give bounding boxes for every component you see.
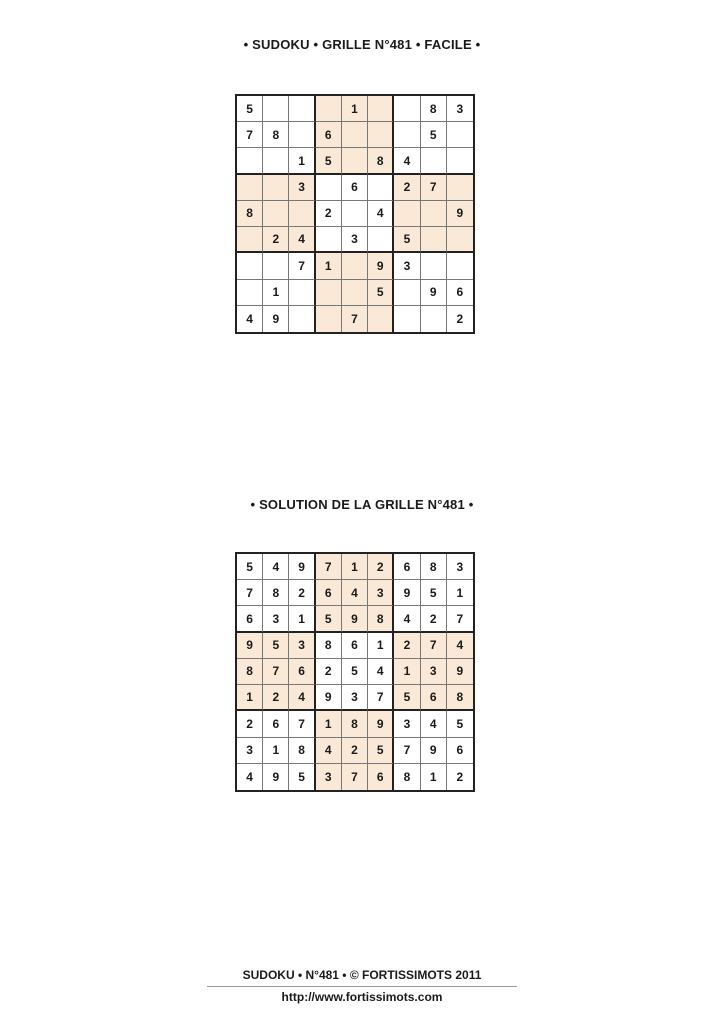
sudoku-cell[interactable]: 3 xyxy=(289,175,315,201)
sudoku-cell: 2 xyxy=(237,711,263,737)
sudoku-cell[interactable]: 4 xyxy=(289,227,315,253)
sudoku-cell[interactable] xyxy=(421,227,447,253)
sudoku-cell[interactable] xyxy=(368,227,394,253)
sudoku-cell: 1 xyxy=(289,606,315,632)
sudoku-cell[interactable]: 2 xyxy=(394,175,420,201)
sudoku-cell: 6 xyxy=(447,738,473,764)
sudoku-cell: 3 xyxy=(263,606,289,632)
sudoku-cell[interactable]: 9 xyxy=(368,253,394,279)
sudoku-cell[interactable] xyxy=(237,227,263,253)
sudoku-cell[interactable] xyxy=(263,148,289,174)
sudoku-cell[interactable] xyxy=(289,306,315,332)
puzzle-grid xyxy=(235,94,475,334)
sudoku-cell: 5 xyxy=(289,764,315,790)
sudoku-cell[interactable] xyxy=(316,96,342,122)
sudoku-cell[interactable]: 9 xyxy=(263,306,289,332)
sudoku-cell[interactable]: 7 xyxy=(421,175,447,201)
footer-copyright: SUDOKU • N°481 • © FORTISSIMOTS 2011 xyxy=(242,968,482,982)
sudoku-cell: 6 xyxy=(289,659,315,685)
sudoku-cell: 4 xyxy=(368,659,394,685)
solution-grid xyxy=(235,552,475,792)
sudoku-cell: 9 xyxy=(263,764,289,790)
sudoku-cell[interactable] xyxy=(237,253,263,279)
sudoku-cell: 2 xyxy=(289,580,315,606)
sudoku-cell[interactable] xyxy=(342,253,368,279)
sudoku-cell[interactable]: 6 xyxy=(447,280,473,306)
sudoku-cell: 8 xyxy=(447,685,473,711)
sudoku-cell: 5 xyxy=(342,659,368,685)
sudoku-cell[interactable] xyxy=(447,227,473,253)
sudoku-cell: 4 xyxy=(316,738,342,764)
sudoku-cell[interactable] xyxy=(237,175,263,201)
sudoku-cell[interactable]: 3 xyxy=(447,96,473,122)
sudoku-cell[interactable] xyxy=(447,175,473,201)
sudoku-cell: 9 xyxy=(421,738,447,764)
sudoku-cell[interactable]: 8 xyxy=(237,201,263,227)
sudoku-cell: 5 xyxy=(368,738,394,764)
sudoku-cell: 4 xyxy=(394,606,420,632)
sudoku-cell[interactable] xyxy=(237,280,263,306)
sudoku-cell: 3 xyxy=(289,633,315,659)
sudoku-cell: 3 xyxy=(394,711,420,737)
sudoku-cell: 5 xyxy=(394,685,420,711)
sudoku-cell: 9 xyxy=(237,633,263,659)
sudoku-cell: 7 xyxy=(289,711,315,737)
sudoku-cell[interactable]: 3 xyxy=(394,253,420,279)
sudoku-cell[interactable]: 1 xyxy=(289,148,315,174)
sudoku-cell: 3 xyxy=(342,685,368,711)
sudoku-cell: 7 xyxy=(394,738,420,764)
sudoku-cell[interactable] xyxy=(316,227,342,253)
sudoku-cell[interactable]: 3 xyxy=(342,227,368,253)
sudoku-cell: 5 xyxy=(421,580,447,606)
sudoku-cell[interactable] xyxy=(421,201,447,227)
sudoku-cell: 3 xyxy=(237,738,263,764)
sudoku-cell: 5 xyxy=(237,554,263,580)
sudoku-cell: 3 xyxy=(316,764,342,790)
sudoku-cell[interactable] xyxy=(394,96,420,122)
sudoku-cell[interactable] xyxy=(316,280,342,306)
sudoku-cell[interactable]: 1 xyxy=(342,96,368,122)
sudoku-cell: 2 xyxy=(447,764,473,790)
sudoku-cell[interactable]: 5 xyxy=(237,96,263,122)
solution-title: • SOLUTION DE LA GRILLE N°481 • xyxy=(250,497,474,512)
sudoku-cell[interactable]: 9 xyxy=(447,201,473,227)
sudoku-cell: 1 xyxy=(394,659,420,685)
sudoku-cell[interactable]: 6 xyxy=(342,175,368,201)
sudoku-cell[interactable]: 4 xyxy=(237,306,263,332)
sudoku-cell: 6 xyxy=(263,711,289,737)
sudoku-cell[interactable] xyxy=(263,96,289,122)
sudoku-cell[interactable] xyxy=(289,96,315,122)
sudoku-cell: 1 xyxy=(263,738,289,764)
sudoku-cell: 3 xyxy=(447,554,473,580)
sudoku-cell[interactable]: 8 xyxy=(368,148,394,174)
sudoku-cell: 5 xyxy=(447,711,473,737)
sudoku-cell: 6 xyxy=(316,580,342,606)
sudoku-cell: 6 xyxy=(237,606,263,632)
sudoku-cell[interactable] xyxy=(316,306,342,332)
footer-url-link[interactable]: http://www.fortissimots.com xyxy=(281,990,443,1004)
sudoku-cell: 2 xyxy=(342,738,368,764)
sudoku-cell: 4 xyxy=(421,711,447,737)
sudoku-cell[interactable]: 5 xyxy=(316,148,342,174)
sudoku-cell: 4 xyxy=(342,580,368,606)
sudoku-cell: 8 xyxy=(421,554,447,580)
sudoku-cell: 4 xyxy=(289,685,315,711)
sudoku-cell: 9 xyxy=(316,685,342,711)
sudoku-cell: 7 xyxy=(421,633,447,659)
sudoku-cell[interactable] xyxy=(316,175,342,201)
sudoku-cell: 3 xyxy=(421,659,447,685)
sudoku-cell: 6 xyxy=(368,764,394,790)
sudoku-cell[interactable]: 4 xyxy=(368,201,394,227)
sudoku-cell[interactable]: 1 xyxy=(263,280,289,306)
sudoku-cell[interactable] xyxy=(421,148,447,174)
sudoku-cell[interactable] xyxy=(447,148,473,174)
sudoku-cell[interactable] xyxy=(368,122,394,148)
footer-divider xyxy=(207,986,517,987)
sudoku-cell[interactable]: 7 xyxy=(342,306,368,332)
sudoku-cell[interactable]: 4 xyxy=(394,148,420,174)
sudoku-cell: 7 xyxy=(263,659,289,685)
sudoku-cell[interactable]: 7 xyxy=(237,122,263,148)
sudoku-cell[interactable] xyxy=(263,175,289,201)
sudoku-cell[interactable]: 5 xyxy=(394,227,420,253)
sudoku-cell[interactable] xyxy=(342,122,368,148)
sudoku-cell[interactable] xyxy=(394,280,420,306)
sudoku-cell: 1 xyxy=(237,685,263,711)
sudoku-cell: 8 xyxy=(263,580,289,606)
sudoku-cell: 7 xyxy=(316,554,342,580)
sudoku-cell: 9 xyxy=(342,606,368,632)
sudoku-cell[interactable]: 8 xyxy=(421,96,447,122)
sudoku-cell[interactable] xyxy=(342,280,368,306)
sudoku-cell: 8 xyxy=(289,738,315,764)
sudoku-cell[interactable] xyxy=(394,122,420,148)
sudoku-cell: 5 xyxy=(316,606,342,632)
sudoku-cell[interactable]: 7 xyxy=(289,253,315,279)
sudoku-cell: 3 xyxy=(368,580,394,606)
sudoku-cell[interactable] xyxy=(263,201,289,227)
sudoku-cell: 4 xyxy=(447,633,473,659)
sudoku-cell[interactable]: 2 xyxy=(316,201,342,227)
sudoku-cell: 9 xyxy=(394,580,420,606)
sudoku-cell: 6 xyxy=(394,554,420,580)
sudoku-cell[interactable] xyxy=(368,175,394,201)
sudoku-cell[interactable] xyxy=(421,306,447,332)
sudoku-cell: 2 xyxy=(368,554,394,580)
sudoku-cell: 4 xyxy=(263,554,289,580)
sudoku-cell[interactable] xyxy=(394,201,420,227)
sudoku-cell: 2 xyxy=(421,606,447,632)
sudoku-cell: 2 xyxy=(394,633,420,659)
sudoku-cell[interactable] xyxy=(342,201,368,227)
sudoku-cell: 2 xyxy=(316,659,342,685)
sudoku-cell[interactable]: 1 xyxy=(316,253,342,279)
sudoku-cell[interactable]: 6 xyxy=(316,122,342,148)
sudoku-cell[interactable]: 5 xyxy=(421,122,447,148)
sudoku-cell: 6 xyxy=(342,633,368,659)
sudoku-cell: 1 xyxy=(421,764,447,790)
sudoku-cell[interactable]: 9 xyxy=(421,280,447,306)
sudoku-cell[interactable] xyxy=(447,122,473,148)
sudoku-cell: 7 xyxy=(447,606,473,632)
sudoku-cell[interactable]: 8 xyxy=(263,122,289,148)
sudoku-cell: 8 xyxy=(342,711,368,737)
sudoku-cell[interactable]: 2 xyxy=(447,306,473,332)
sudoku-cell[interactable] xyxy=(289,201,315,227)
sudoku-cell: 8 xyxy=(237,659,263,685)
sudoku-cell[interactable]: 2 xyxy=(263,227,289,253)
sudoku-cell: 7 xyxy=(368,685,394,711)
sudoku-cell: 4 xyxy=(237,764,263,790)
sudoku-cell[interactable] xyxy=(342,148,368,174)
sudoku-cell: 1 xyxy=(447,580,473,606)
sudoku-cell[interactable] xyxy=(447,253,473,279)
sudoku-cell[interactable] xyxy=(421,253,447,279)
sudoku-cell[interactable]: 5 xyxy=(368,280,394,306)
sudoku-cell: 7 xyxy=(237,580,263,606)
sudoku-cell: 8 xyxy=(394,764,420,790)
sudoku-cell: 1 xyxy=(368,633,394,659)
sudoku-cell: 5 xyxy=(263,633,289,659)
sudoku-cell[interactable] xyxy=(237,148,263,174)
sudoku-cell: 8 xyxy=(316,633,342,659)
sudoku-cell[interactable] xyxy=(289,280,315,306)
sudoku-cell[interactable] xyxy=(263,253,289,279)
sudoku-cell: 1 xyxy=(342,554,368,580)
sudoku-cell[interactable] xyxy=(368,306,394,332)
sudoku-cell[interactable] xyxy=(394,306,420,332)
sudoku-cell: 7 xyxy=(342,764,368,790)
sudoku-cell: 1 xyxy=(316,711,342,737)
sudoku-cell[interactable] xyxy=(368,96,394,122)
sudoku-cell: 6 xyxy=(421,685,447,711)
sudoku-cell: 9 xyxy=(289,554,315,580)
sudoku-cell: 2 xyxy=(263,685,289,711)
sudoku-cell: 9 xyxy=(447,659,473,685)
sudoku-cell: 8 xyxy=(368,606,394,632)
sudoku-cell[interactable] xyxy=(289,122,315,148)
sudoku-cell: 9 xyxy=(368,711,394,737)
puzzle-title: • SUDOKU • GRILLE N°481 • FACILE • xyxy=(243,37,481,52)
